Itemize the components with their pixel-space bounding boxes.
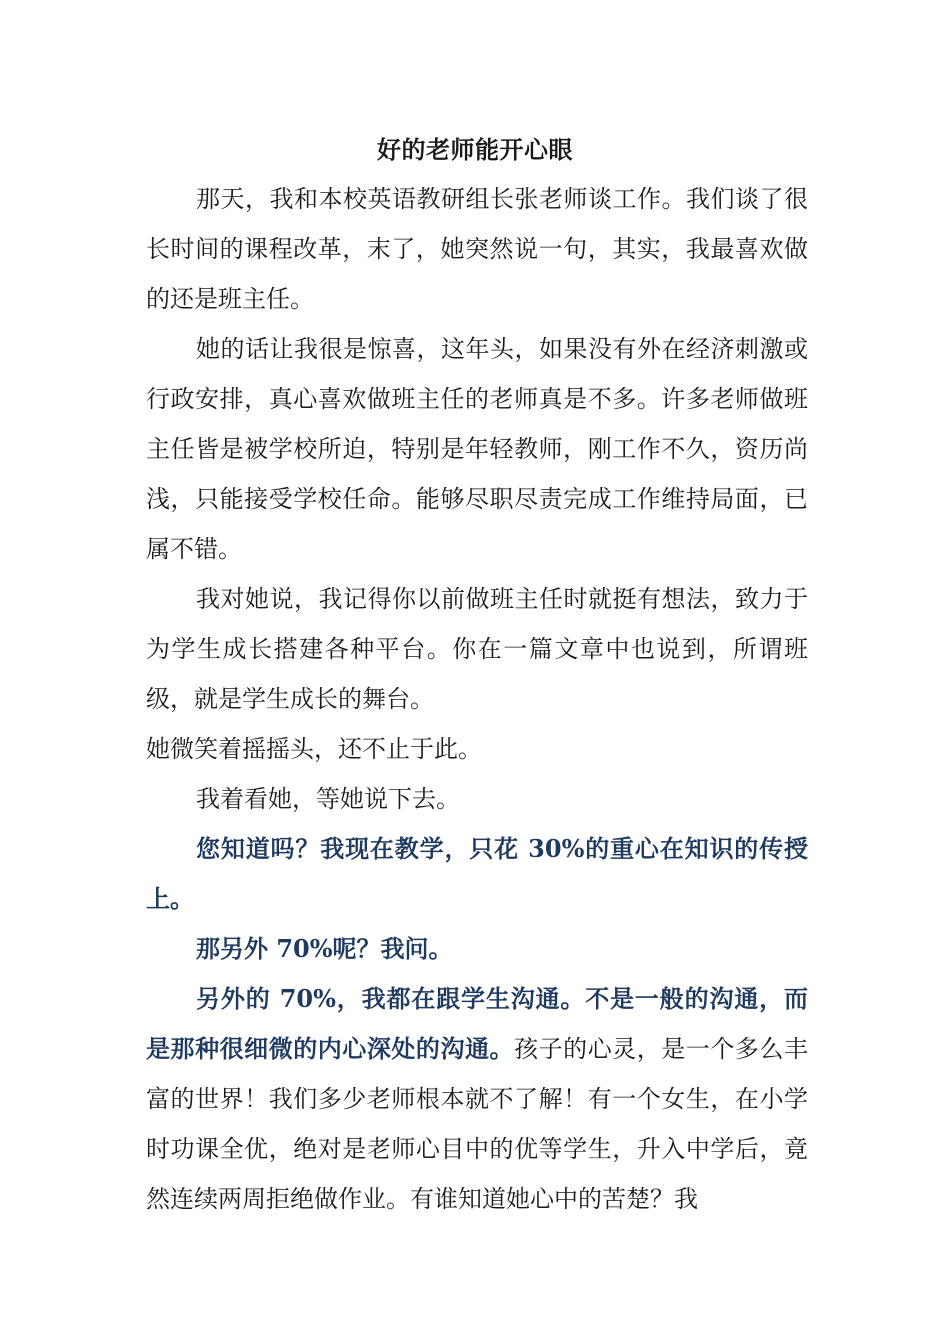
paragraph-7: 那另外 70%呢？我问。	[196, 934, 453, 963]
paragraph-5: 我着看她，等她说下去。	[196, 785, 460, 813]
document-body	[146, 174, 808, 1224]
paragraph-8-text: 孩子的心灵，是一个多么丰富的世界！我们多少老师根本就不了解！有一个女生，在小学时功课全优，绝对是老师心目中的优等学生，升入中学后，竟然连续两周拒绝做作业。有谁知道她心中的苦楚？我	[146, 1035, 809, 1213]
paragraph-6: 您知道吗？我现在教学，只花 30%的重心在知识的传授上。	[146, 834, 808, 913]
paragraph-1: 那天，我和本校英语教研组长张老师谈工作。我们谈了很长时间的课程改革，末了，她突然说一句，其实，我最喜欢做的还是班主任。	[146, 185, 808, 313]
document-title: 好的老师能开心眼	[377, 135, 573, 164]
paragraph-8	[146, 974, 808, 1224]
paragraph-4: 她微笑着摇摇头，还不止于此。	[146, 735, 482, 763]
paragraph-8-bold-text: 另外的 70%，我都在跟学生沟通。不是一般的沟通，而是那种很细微的内心深处的沟通。	[146, 984, 808, 1063]
paragraph-3: 我对她说，我记得你以前做班主任时就挺有想法，致力于为学生成长搭建各种平台。你在一篇文章中也说到，所谓班级，就是学生成长的舞台。	[146, 585, 808, 713]
paragraph-2: 她的话让我很是惊喜，这年头，如果没有外在经济刺激或行政安排，真心喜欢做班主任的老师真是不多。许多老师做班主任皆是被学校所迫，特别是年轻教师，刚工作不久，资历尚浅，只能接受学校任命。能够尽职尽责完成工作维持局面，已属不错。	[146, 335, 808, 563]
